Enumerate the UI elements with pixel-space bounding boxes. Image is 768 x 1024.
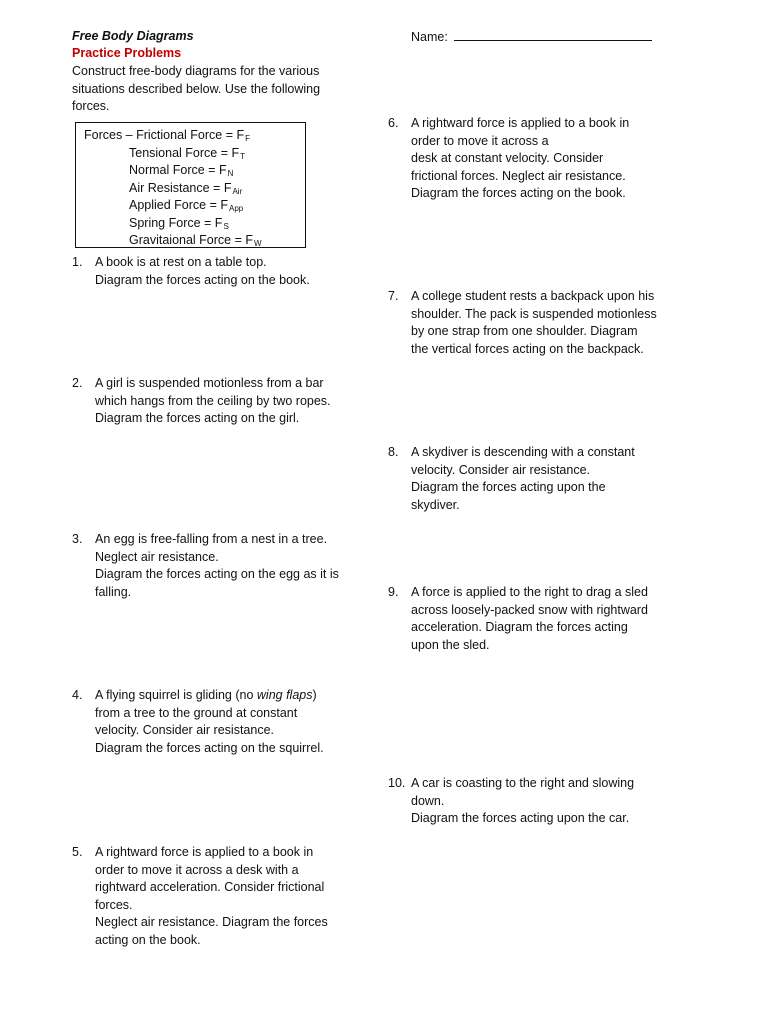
force-subscript: T [240, 151, 246, 161]
problem-line: acceleration. Diagram the forces acting [411, 620, 628, 634]
forces-heading-label: Forces – Frictional Force = F [84, 128, 245, 142]
problem-line: falling. [95, 584, 132, 599]
problem-line: A skydiver is descending with a constant [411, 445, 635, 459]
problem-number: 3. [72, 532, 83, 546]
instructions [72, 63, 342, 116]
problem-line: skydiver. [411, 497, 460, 512]
problem-emphasis: wing flaps [256, 688, 313, 702]
problem-line: A rightward force is applied to a book in [95, 845, 314, 859]
problem-number: 7. [388, 289, 399, 303]
problem-text [411, 775, 663, 828]
problem-line: forces. [95, 897, 133, 912]
problem-line: shoulder. The pack is suspended motionless [411, 306, 657, 321]
force-subscript: Air [232, 186, 243, 196]
problem-line [95, 687, 345, 705]
problem-line: desk at constant velocity. Consider [411, 151, 604, 165]
problem-text [411, 584, 663, 654]
problem-text [411, 288, 663, 358]
problem-line: which hangs from the ceiling by two ropes. [95, 393, 331, 408]
problem-line: Diagram the forces acting on the girl. [95, 411, 300, 425]
problem-line: An egg is free-falling from a nest in a tree. [95, 532, 328, 546]
problem-line: frictional forces. Neglect air resistance. [411, 168, 626, 183]
forces-heading-subscript: F [245, 134, 251, 143]
problem-number: 5. [72, 845, 83, 859]
problem-line: Diagram the forces acting upon the [411, 480, 606, 494]
instructions-line: situations described below. Use the following [72, 81, 321, 96]
problem-line: Diagram the forces acting upon the car. [411, 811, 630, 825]
problem-number: 6. [388, 116, 399, 130]
problem-number: 8. [388, 445, 399, 459]
problem-line: A college student rests a backpack upon his [411, 289, 655, 303]
force-label: Applied Force = F [129, 198, 229, 212]
force-subscript: S [223, 221, 229, 231]
problem-line: Neglect air resistance. Diagram the forces [95, 915, 328, 929]
problem-line: A book is at rest on a table top. [95, 255, 267, 269]
problem-line: velocity. Consider air resistance. [411, 462, 591, 477]
problem-line: order to move it across a desk with a [95, 862, 299, 877]
problem-line: down. [411, 793, 445, 808]
problem-line-part: ) [312, 688, 317, 702]
problem-number: 10. [388, 776, 406, 790]
problem-number: 9. [388, 585, 399, 599]
problem-line: A force is applied to the right to drag a sled [411, 585, 648, 599]
name-field[interactable] [411, 28, 652, 47]
problem-number: 1. [72, 255, 83, 269]
problem-line: acting on the book. [95, 932, 201, 947]
force-subscript: W [254, 239, 262, 248]
force-label: Gravitaional Force = F [129, 233, 254, 247]
force-label: Normal Force = F [129, 163, 227, 177]
problem-line: velocity. Consider air resistance. [95, 723, 275, 737]
force-subscript: App [229, 204, 244, 213]
problem-line: Diagram the forces acting on the book. [95, 272, 310, 287]
problem-text [95, 531, 345, 601]
problem-line: across loosely-packed snow with rightward [411, 602, 648, 617]
force-item-gravitational [129, 232, 262, 253]
problem-line: by one strap from one shoulder. Diagram [411, 324, 638, 338]
problem-line: from a tree to the ground at constant [95, 705, 298, 720]
worksheet-subtitle: Practice Problems [72, 46, 182, 60]
problem-text [95, 687, 345, 757]
problem-text [411, 444, 663, 514]
problem-line-part: A flying squirrel is gliding (no [95, 688, 257, 702]
problem-number: 4. [72, 688, 83, 702]
force-label: Spring Force = F [129, 215, 223, 230]
force-label: Tensional Force = F [129, 145, 240, 160]
name-label: Name: [411, 30, 448, 44]
problem-line: the vertical forces acting on the backpack. [411, 341, 644, 356]
forces-legend-box [75, 122, 306, 248]
problem-line: Diagram the forces acting on the squirrel. [95, 740, 324, 755]
problem-text [95, 844, 345, 949]
force-label: Air Resistance = F [129, 180, 232, 195]
problem-text [95, 375, 345, 428]
problem-text [95, 254, 345, 289]
problem-line: Diagram the forces acting on the book. [411, 186, 626, 200]
worksheet-title: Free Body Diagrams [72, 29, 194, 43]
problem-line: order to move it across a [411, 133, 549, 148]
problem-number: 2. [72, 376, 83, 390]
instructions-line: forces. [72, 99, 110, 113]
problem-line: A car is coasting to the right and slowing [411, 776, 635, 790]
problem-line: Neglect air resistance. [95, 549, 219, 564]
problem-text [411, 115, 663, 203]
force-subscript: N [227, 169, 234, 178]
problem-line: upon the sled. [411, 637, 490, 652]
instructions-line: Construct free-body diagrams for the various [72, 64, 320, 78]
name-blank-line[interactable] [454, 28, 652, 41]
problem-line: A girl is suspended motionless from a bar [95, 376, 324, 390]
problem-line: rightward acceleration. Consider frictional [95, 880, 325, 894]
problem-line: Diagram the forces acting on the egg as it is [95, 567, 339, 581]
problem-line: A rightward force is applied to a book in [411, 116, 630, 130]
